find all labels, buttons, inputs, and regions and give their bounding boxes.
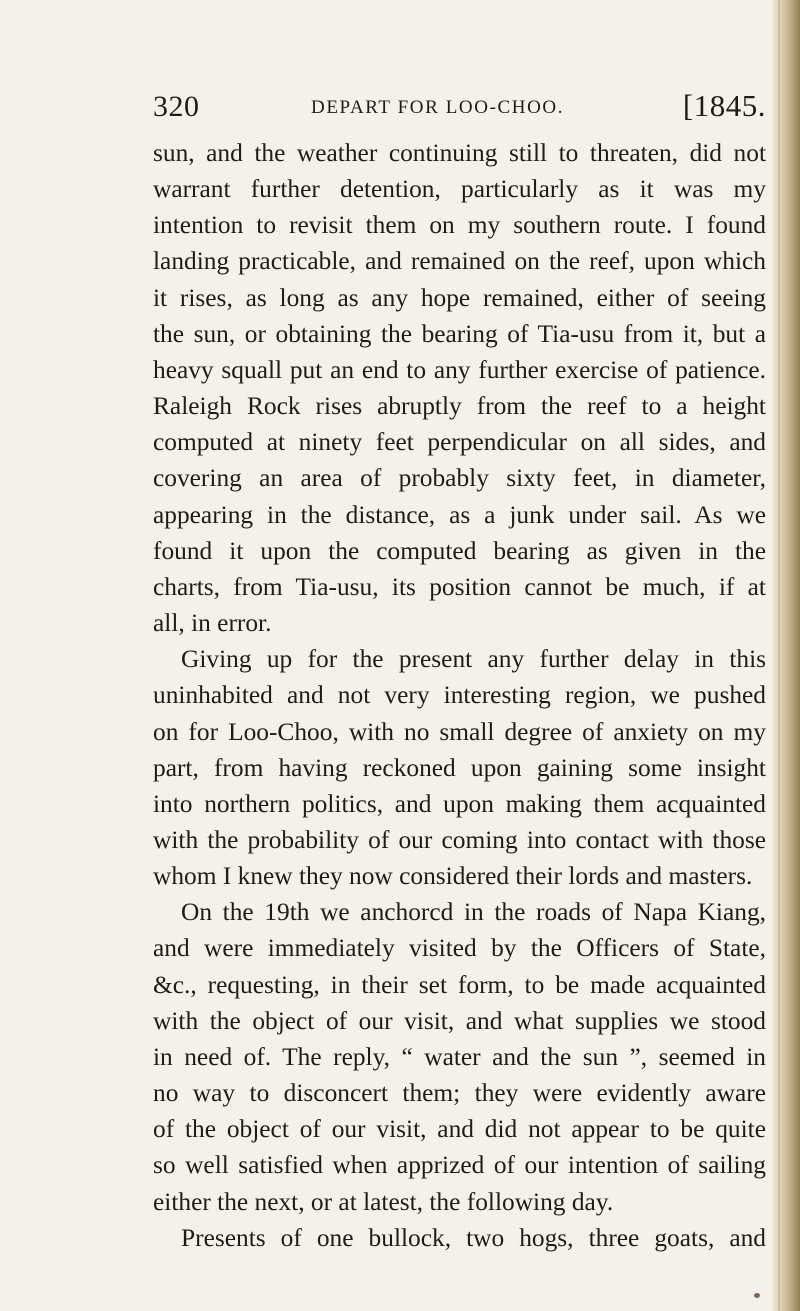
text-line: with the probability of our coming into contact with those	[153, 825, 766, 854]
text-line: warrant further detention, particularly as it was my	[153, 175, 766, 204]
text-line: into northern politics, and upon making them acquainted	[153, 789, 766, 818]
text-line: appearing in the distance, as a junk under sail. As we	[153, 500, 766, 529]
text-line: part, from having reckoned upon gaining some insight	[153, 753, 766, 782]
page-header	[153, 86, 766, 136]
text-line: computed at ninety feet perpendicular on all sides, and	[153, 428, 766, 457]
text-line: landing practicable, and remained on the reef, upon which	[153, 247, 766, 276]
text-line: Giving up for the present any further delay in this	[181, 645, 766, 674]
text-line: intention to revisit them on my southern route. I found	[153, 211, 766, 240]
text-line: found it upon the computed bearing as given in the	[153, 536, 766, 565]
text-line: of the object of our visit, and did not appear to be quite	[153, 1115, 766, 1144]
text-line: with the object of our visit, and what supplies we stood	[153, 1006, 766, 1035]
text-line: so well satisfied when apprized of our intention of sailing	[153, 1151, 766, 1180]
text-line: all, in error.	[153, 609, 272, 638]
text-line: sun, and the weather continuing still to threaten, did not	[153, 139, 766, 167]
text-line: on for Loo-Choo, with no small degree of anxiety on my	[153, 717, 766, 746]
page-number: 320	[153, 90, 200, 123]
text-line: charts, from Tia-usu, its position cannot be much, if at	[153, 572, 766, 601]
year-marker: [1845.	[682, 88, 766, 123]
text-line: either the next, or at latest, the following day.	[153, 1187, 614, 1216]
text-line: the sun, or obtaining the bearing of Tia-usu from it, but a	[153, 319, 766, 348]
running-head: DEPART FOR LOO-CHOO.	[311, 97, 565, 118]
text-line: &c., requesting, in their set form, to be made acquainted	[153, 970, 766, 999]
text-line: heavy squall put an end to any further exercise of patience.	[153, 355, 766, 384]
text-line: Presents of one bullock, two hogs, three goats, and	[181, 1223, 766, 1252]
text-line: uninhabited and not very interesting region, we pushed	[153, 681, 766, 710]
page-edge-shadow	[772, 0, 800, 1311]
text-line: no way to disconcert them; they were evidently aware	[153, 1079, 766, 1108]
text-line: in need of. The reply, “ water and the sun ”, seemed in	[153, 1042, 766, 1071]
text-line: Raleigh Rock rises abruptly from the reef to a height	[153, 392, 766, 421]
text-line: On the 19th we anchorcd in the roads of Napa Kiang,	[181, 898, 766, 927]
body-text	[153, 135, 766, 1256]
text-line: whom I knew they now considered their lords and masters.	[153, 862, 753, 891]
text-line: it rises, as long as any hope remained, either of seeing	[153, 283, 766, 312]
ink-speck	[754, 1293, 760, 1298]
text-line: and were immediately visited by the Officers of State,	[153, 934, 766, 963]
text-line: covering an area of probably sixty feet, in diameter,	[153, 464, 766, 493]
